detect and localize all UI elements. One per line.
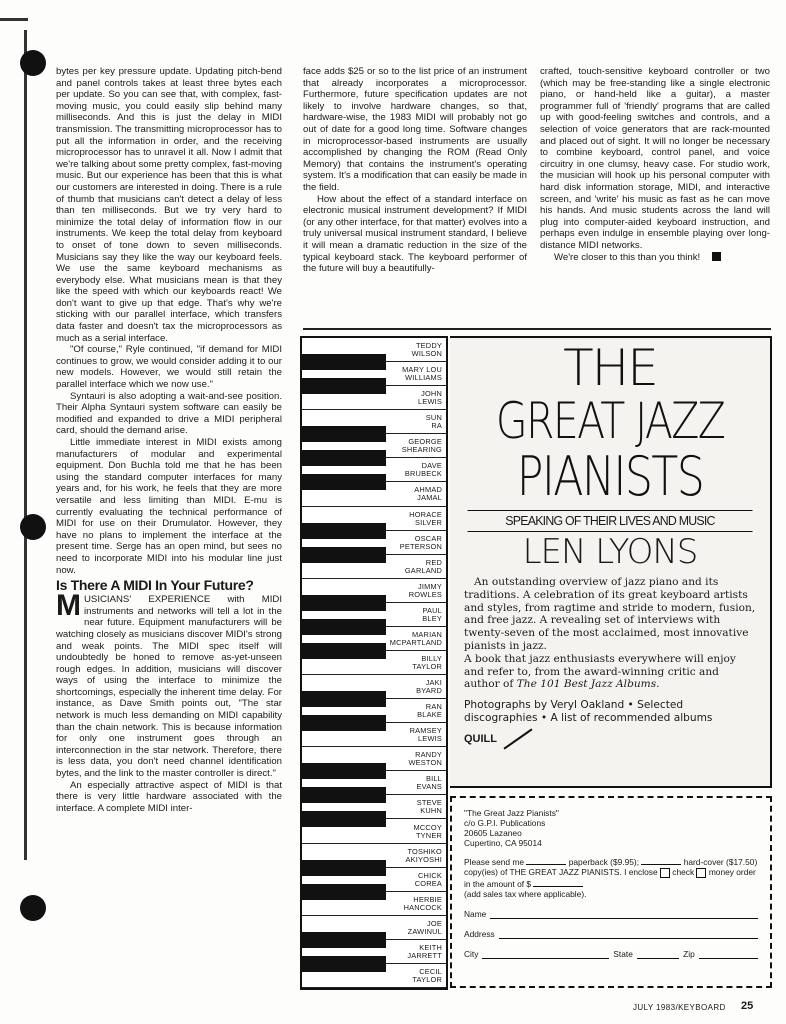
pianist-name: RANDY WESTON: [408, 750, 442, 768]
piano-keyboard-illustration: [300, 336, 448, 990]
book-title-line-1: THE: [563, 339, 657, 397]
pianist-name: HORACE SILVER: [409, 509, 442, 527]
book-credits: Photographs by Veryl Oakland • Selected discographies • A list of recommended albums: [464, 699, 713, 725]
book-author: LEN LYONS: [522, 532, 698, 572]
divider: [303, 328, 771, 330]
pianist-name: BILLY TAYLOR: [412, 653, 442, 671]
page-number: 25: [741, 1000, 754, 1012]
black-piano-key: [302, 884, 386, 900]
zip-field[interactable]: [699, 949, 758, 959]
mailing-address: "The Great Jazz Pianists" c/o G.P.I. Publications 20605 Lazaneo Cupertino, CA 95014: [464, 808, 559, 848]
black-piano-key: [302, 474, 386, 490]
state-field[interactable]: [637, 949, 679, 959]
pianist-name: SUN RA: [425, 413, 442, 431]
book-cover-panel: [450, 336, 772, 788]
black-piano-key: [302, 763, 386, 779]
pianist-name: MARY LOU WILLIAMS: [402, 365, 442, 383]
black-piano-key: [302, 378, 386, 394]
pianist-name: RED GARLAND: [404, 557, 442, 575]
pianist-name: GEORGE SHEARING: [401, 437, 442, 455]
black-piano-key: [302, 547, 386, 563]
black-piano-key: [302, 523, 386, 539]
article-column-2: [303, 66, 527, 275]
book-title-line-2: GREAT JAZZ: [495, 392, 725, 450]
pianist-name: HERBIE HANCOCK: [403, 894, 442, 912]
paragraph: An especially attractive aspect of MIDI is that there is very little hardware associated with the interface. A complete MIDI inter-: [56, 779, 282, 814]
pianist-name: CHICK COREA: [414, 870, 442, 888]
pianist-name: BILL EVANS: [416, 774, 442, 792]
closing-paragraph: We're closer to this than you think!: [540, 252, 770, 264]
pianist-name: KEITH JARRETT: [407, 942, 442, 960]
article-column-1: [56, 66, 282, 814]
pianist-name: JAKI BYARD: [416, 678, 442, 696]
paragraph: face adds $25 or so to the list price of an instrument that already incorporates a microprocessor. Furthermore, future specification updates are not likely to involve hardware changes, so that, hardware-wise, the 1983 MIDI will probably not go out of date for a good long time. Software changes in microprocessor-based instruments are usually accomplished by changing the ROM (Read Only Memory) that contains the instrument's operating system. It's a modification that can easily be made in the field.: [303, 66, 527, 193]
black-piano-key: [302, 715, 386, 731]
book-blurb: An outstanding overview of jazz piano and its traditions. A celebration of its great keyboard artists and styles, from ragtime and stride to modern, fusion, and free jazz. A revealing set of interviews with twenty-seven of the most acclaimed, most innovative pianists in jazz. A book that jazz enthusiasts everywhere will enjoy and refer to, from the award-winning critic and author of The 101 Best Jazz Albums.: [464, 576, 756, 691]
quill-pen-icon: [504, 729, 533, 750]
address-row: Address: [464, 929, 758, 939]
pianist-name: OSCAR PETERSON: [399, 533, 442, 551]
pianist-name: STEVE KUHN: [416, 798, 442, 816]
pianist-name: MARIAN MCPARTLAND: [389, 629, 442, 647]
money-order-checkbox[interactable]: [696, 868, 706, 878]
pianist-name: PAUL BLEY: [422, 605, 442, 623]
black-piano-key: [302, 643, 386, 659]
check-checkbox[interactable]: [660, 868, 670, 878]
black-piano-key: [302, 619, 386, 635]
city-state-zip-row: City State Zip: [464, 949, 758, 959]
binder-edge-line: [24, 30, 27, 860]
address-field[interactable]: [499, 929, 758, 939]
book-subtitle: SPEAKING OF THEIR LIVES AND MUSIC: [468, 510, 753, 532]
pianist-name: JIMMY ROWLES: [408, 581, 442, 599]
paperback-quantity-field[interactable]: [526, 856, 566, 865]
article-column-3: [540, 66, 770, 263]
publisher-logo: QUILL: [464, 733, 756, 745]
paragraph: MUSICIANS' EXPERIENCE with MIDI instruments and networks will tell a lot in the near future. Equipment manufacturers will be watching closely as musicians discover MIDI's strong and weak points. The MIDI spec itself will undoubtedly be honed to remove as-yet-unseen rough edges. In addition, musicians will discover ways of using the interface to minimize the shortcomings, especially the inherent time delay. For instance, as Dave Smith points out, "The star network is much less demanding on MIDI capability than the chain network. This is because information for only one instrument goes through an interconnection in the star network. Therefore, there is less data, you don't need channel identification bytes, and the link to the master controller is direct.": [56, 589, 282, 780]
amount-field[interactable]: [533, 878, 583, 887]
pianist-name: RAMSEY LEWIS: [409, 726, 442, 744]
book-advertisement: [300, 336, 772, 990]
paragraph: crafted, touch-sensitive keyboard controller or two (which may be free-standing like a single electronic piano, or hand-held like a guitar), a master programmer full of 'friendly' programs that are called up with good-feeling switches and controls, and a selection of voice generators that are rack-mounted and placed out of sight. It will no longer be necessary to combine keyboard, control panel, and voice circuitry in one clumsy, heavy case. For studio work, the musician will hook up his personal computer with hard disk information storage, MIDI, and interactive screen, and 'write' his music as fast as he can move his hands. And music students across the land will plug into computer-aided keyboard instruction, and perhaps even indulge in ensemble playing over long-distance MIDI networks.: [540, 66, 770, 251]
punch-hole: [20, 895, 46, 921]
black-piano-key: [302, 787, 386, 803]
black-piano-key: [302, 595, 386, 611]
pianist-name: JOE ZAWINUL: [407, 918, 442, 936]
black-piano-key: [302, 956, 386, 972]
pianist-name: CECIL TAYLOR: [412, 966, 442, 984]
hardcover-quantity-field[interactable]: [641, 856, 681, 865]
issue-footer: JULY 1983/KEYBOARD: [633, 1003, 726, 1012]
black-piano-key: [302, 450, 386, 466]
black-piano-key: [302, 811, 386, 827]
pianist-name: TEDDY WILSON: [411, 341, 442, 359]
black-piano-key: [302, 932, 386, 948]
black-piano-key: [302, 860, 386, 876]
pianist-name: AHMAD JAMAL: [414, 485, 442, 503]
paragraph: bytes per key pressure update. Updating pitch-bend and panel controls takes at least three bytes each per update. So you can see that, with complex, fast-moving music, you could easily slip behind many milliseconds. And this is just the delay in MIDI transmission. The transmitting microprocessor has to put all the information in order, and the receiving microprocessor has to unravel it all. Now I admit that we're talking about some pretty complex, fast-moving music. But our experience has been that this is what our customers are interested in doing. There is a rule of thumb that musicians can't detect a delay of less than ten milliseconds. But we try very hard to minimize the total delay of information flow in our instruments. We keep the total delay from keyboard to onset of tone down to seven milliseconds. Musicians say they like the way our keyboard feels. We use the same keyboard mechanisms as everybody else. What musicians mean is that they like the speed with which our keyboards react! We don't want to give up that edge. That's why we're sticking with our parallel interface, which transfers data faster and doesn't tax the microprocessors as much as a serial interface.: [56, 66, 282, 344]
black-piano-key: [302, 691, 386, 707]
name-row: Name: [464, 909, 758, 919]
pianist-name: RAN BLAKE: [417, 702, 442, 720]
order-text: Please send me paperback ($9.95); hard-cover ($17.50) copy(ies) of THE GREAT JAZZ PIANISTS. I enclose check money order in the amount of $ (add sales tax where applicable).: [464, 857, 758, 899]
pianist-name: TOSHIKO AKIYOSHI: [405, 846, 442, 864]
city-field[interactable]: [482, 949, 609, 959]
paragraph: Syntauri is also adopting a wait-and-see position. Their Alpha Syntauri system software can easily be modified and expanded to drive a MIDI peripheral card, should the demand arise.: [56, 390, 282, 437]
section-heading: Is There A MIDI In Your Future?: [56, 577, 254, 594]
name-field[interactable]: [490, 909, 758, 919]
paragraph: "Of course," Ryle continued, "if demand for MIDI continues to grow, we would consider adding it to our new models. However, we would still retain the parallel interface which we now use.": [56, 344, 282, 391]
black-piano-key: [302, 354, 386, 370]
drop-cap: M: [56, 589, 81, 623]
punch-hole: [20, 514, 46, 540]
pianist-name: JOHN LEWIS: [418, 389, 442, 407]
end-mark-icon: [712, 252, 721, 261]
paragraph: How about the effect of a standard interface on electronic musical instrument development? If MIDI (or any other interface, for that matter) evolves into a truly universal musical instrument standard, I believe it will mean a dramatic reduction in the size of the typical keyboard stack. The keyboard performer of the future will buy a beautifully-: [303, 193, 527, 275]
pianist-name: MCCOY TYNER: [413, 822, 442, 840]
paragraph: Little immediate interest in MIDI exists among manufacturers of modular and experimental equipment. Don Buchla told me that he has been using the standard computer interfaces for many years and, for his work, he feels that they are more versatile and less limiting than MIDI. E-mu is currently evaluating the technical performance of MIDI for use on their Drumulator. However, they have no plans to implement the interface at the present time. Serge has an open mind, but sees no need to incorporate MIDI into his modular line just now.: [56, 437, 282, 576]
pianist-name: DAVE BRUBECK: [404, 461, 442, 479]
book-title-line-3: PIANISTS: [516, 445, 704, 508]
order-coupon: [450, 796, 772, 988]
black-piano-key: [302, 426, 386, 442]
punch-hole: [20, 50, 46, 76]
binder-edge: [0, 18, 28, 21]
